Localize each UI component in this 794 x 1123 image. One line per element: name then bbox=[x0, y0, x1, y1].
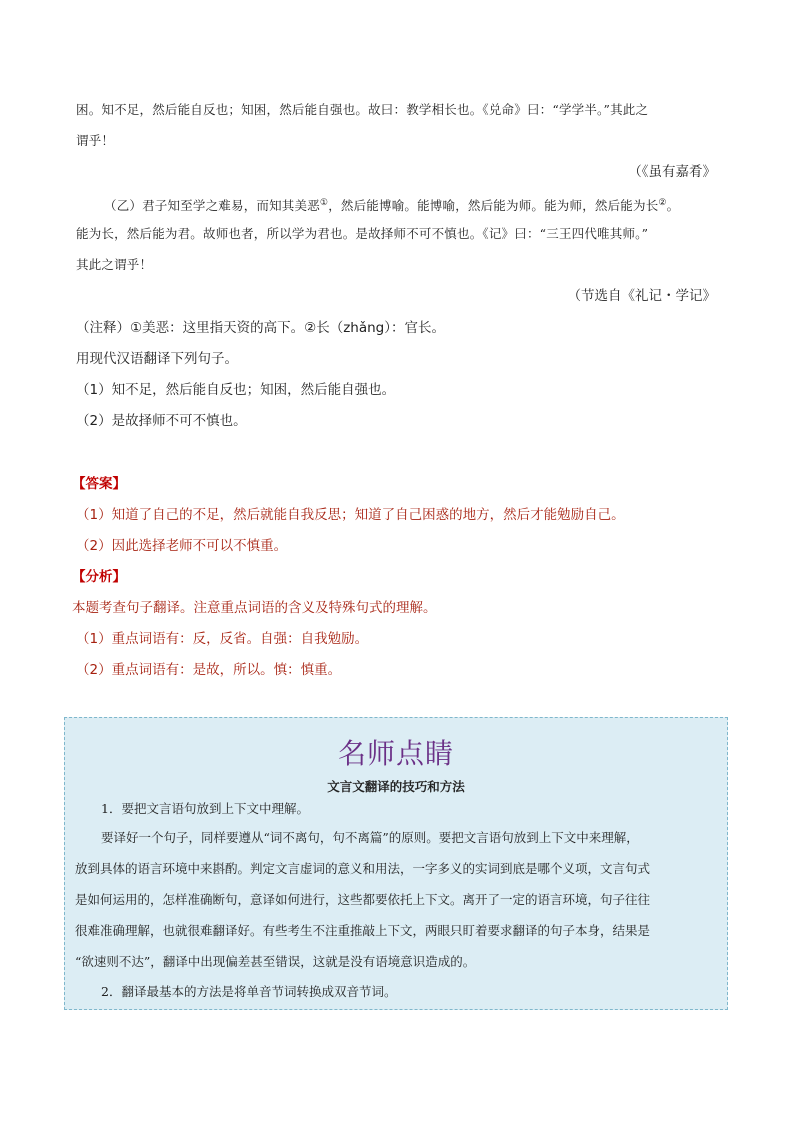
passage-yi-line-3: 其此之谓乎！ bbox=[76, 257, 153, 272]
passage-yi-source: （节选自《礼记・学记》 bbox=[567, 288, 716, 304]
tip-box-title: 名师点睛 bbox=[337, 737, 454, 770]
teacher-tip-box bbox=[64, 717, 728, 1010]
passage-yi-text-b: ，然后能博喻。能博喻，然后能为师。能为师，然后能为长 bbox=[328, 198, 659, 214]
tip-paragraph-line-1: 要译好一个句子，同样要遵从“词不离句，句不离篇”的原则。要把文言语句放到上下文中来理解， bbox=[101, 830, 639, 845]
question-2: （2）是故择师不可不慎也。 bbox=[76, 413, 247, 429]
tip-item-1: 1．要把文言语句放到上下文中理解。 bbox=[101, 801, 309, 816]
analysis-intro: 本题考查句子翻译。注意重点词语的含义及特殊句式的理解。 bbox=[72, 600, 437, 616]
answer-1: （1）知道了自己的不足，然后就能自我反思；知道了自己困惑的地方，然后才能勉励自己。 bbox=[76, 507, 625, 523]
passage-yi-line-2: 能为长，然后能为君。故师也者，所以学为君也。是故择师不可不慎也。《记》曰：“三王四代唯其师。” bbox=[76, 226, 649, 241]
passage-jia-line-1: 困。知不足，然后能自反也；知困，然后能自强也。故曰：教学相长也。《兑命》曰：“学学半。”其此之 bbox=[76, 102, 649, 117]
footnote-marker-1: ① bbox=[319, 198, 329, 208]
tip-paragraph-line-2: 放到具体的语言环境中来斟酌。判定文言虚词的意义和用法，一字多义的实词到底是哪个义项，文言句式 bbox=[75, 861, 651, 876]
tip-item-2: 2．翻译最基本的方法是将单音节词转换成双音节词。 bbox=[101, 984, 397, 999]
footnote-marker-2: ② bbox=[658, 198, 667, 208]
question-1: （1）知不足，然后能自反也；知困，然后能自强也。 bbox=[76, 382, 396, 398]
answer-2: （2）因此选择老师不可以不慎重。 bbox=[76, 538, 288, 554]
annotation-notes: （注释）①美恶：这里指天资的高下。②长（zhǎng）：官长。 bbox=[76, 320, 445, 336]
tip-paragraph-line-3: 是如何运用的，怎样准确断句，意译如何进行，这些都要依托上下文。离开了一定的语言环境，句子往往 bbox=[75, 892, 651, 907]
tip-box-subtitle: 文言文翻译的技巧和方法 bbox=[327, 779, 465, 794]
answer-heading: 【答案】 bbox=[72, 476, 126, 492]
analysis-heading: 【分析】 bbox=[72, 569, 126, 585]
passage-yi-text-a: （乙）君子知至学之难易，而知其美恶 bbox=[104, 198, 320, 214]
instruction: 用现代汉语翻译下列句子。 bbox=[76, 351, 238, 367]
tip-paragraph-line-5: “欲速则不达”，翻译中出现偏差甚至错误，这就是没有语境意识造成的。 bbox=[75, 954, 476, 969]
analysis-point-1: （1）重点词语有：反，反省。自强：自我勉励。 bbox=[76, 631, 369, 647]
analysis-point-2: （2）重点词语有：是故，所以。慎：慎重。 bbox=[76, 662, 342, 678]
passage-jia-line-2: 谓乎！ bbox=[76, 133, 115, 148]
tip-paragraph-line-4: 很难准确理解，也就很难翻译好。有些考生不注重推敲上下文，两眼只盯着要求翻译的句子本身，结果是 bbox=[75, 923, 651, 938]
passage-yi-text-end: 。 bbox=[666, 198, 680, 214]
passage-jia-source: （《虽有嘉肴》 bbox=[628, 164, 716, 180]
passage-yi-line-1 bbox=[104, 193, 679, 216]
